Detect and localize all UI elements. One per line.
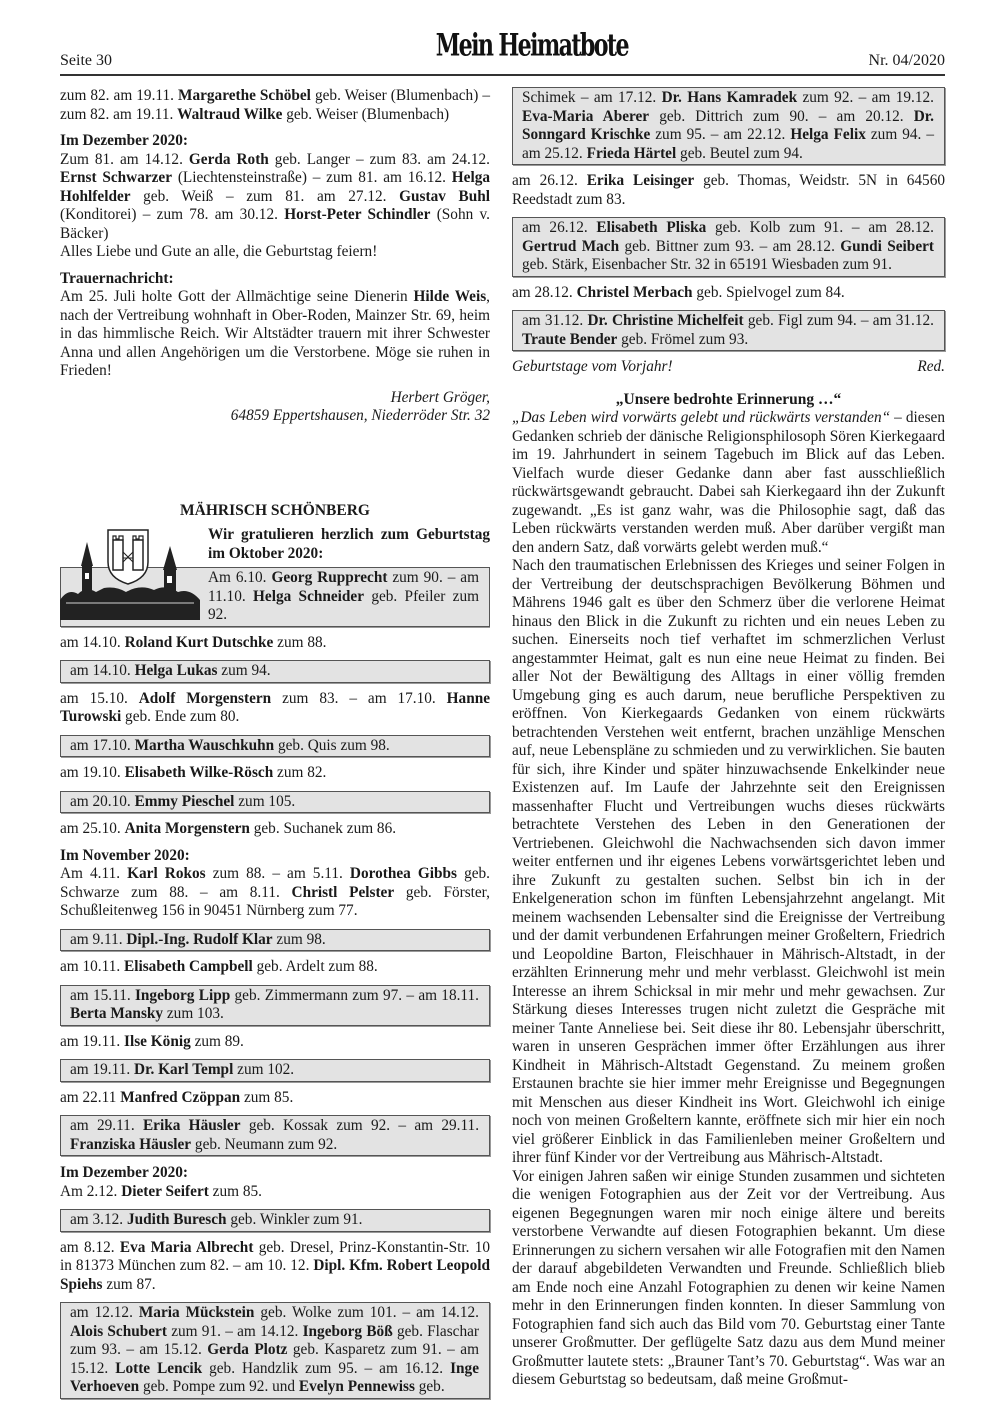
text-run: am 3.12.: [70, 1211, 127, 1228]
person-name: Ilse König: [124, 1032, 191, 1050]
person-name: Christl Pelster: [291, 883, 395, 901]
text-run: zum 105.: [234, 792, 296, 810]
text-run: zum 82. am 19.11.: [60, 87, 179, 104]
person-name: Eva-Maria Aberer: [522, 107, 650, 125]
text-run: am 19.10.: [60, 764, 125, 781]
page-number: Seite 30: [60, 52, 112, 69]
highlighted-entry-box: [60, 735, 490, 758]
text-run: geb. Weiser (Blumenbach): [282, 105, 450, 123]
town-coat-of-arms-illustration: [60, 528, 200, 620]
text-run: zum 94.: [217, 662, 271, 679]
person-name: Gundi Seibert: [840, 237, 934, 255]
text-run: Trauernachricht:: [60, 269, 174, 287]
text-run: geb. Thomas, Weidstr. 5N in 64560 Reedstadt zum 83.: [512, 172, 945, 208]
month-heading: [60, 1164, 490, 1183]
person-name: Judith Buresch: [126, 1211, 227, 1228]
text-run: zum 98.: [272, 930, 326, 948]
text-run: geb.: [414, 1378, 445, 1395]
person-name: Helga Schneider: [253, 587, 364, 605]
text-run: am 25.10.: [60, 820, 125, 837]
text-run: am 19.11.: [70, 1061, 135, 1078]
person-name: Roland Kurt Dutschke: [124, 633, 274, 651]
text-run: am 9.11.: [70, 930, 127, 948]
entry-text: [60, 288, 490, 381]
highlighted-entry-box: [60, 1302, 490, 1399]
text-run: geb. Wolke zum 101. – am 14.12.: [254, 1304, 480, 1321]
text-run: , nach der Vertreibung wohnhaft in Ober-Roden, Mainzer Str. 69, heim in das himmlische Reich. Wir Altstädter trauern mit ihrer Schwester Anna und allen Angehörigen um die Verstorbene. Möge sie ruhen in Frieden!: [60, 288, 490, 379]
text-run: zum 95. – am 22.12.: [650, 126, 791, 143]
article-paragraph: [512, 557, 945, 1168]
person-name: Helga Felix: [790, 126, 866, 143]
text-run: geb. Schwarze zum 88. – am 8.11.: [60, 865, 491, 901]
entry-text: [60, 87, 490, 124]
text-run: am 10.11.: [60, 958, 125, 975]
text-run: Herbert Gröger,: [390, 388, 490, 406]
text-run: Zum 81. am 14.12.: [60, 150, 189, 168]
person-name: Franziska Häusler: [70, 1135, 192, 1153]
text-run: am 26.12.: [512, 172, 587, 189]
person-name: Gerda Plotz: [207, 1341, 288, 1358]
person-name: Karl Rokos: [127, 865, 206, 882]
author-signature: [60, 407, 490, 426]
right-column: [512, 87, 945, 1390]
person-name: Inge Verhoeven: [70, 1359, 479, 1395]
month-heading: [60, 847, 490, 866]
person-name: Hanne Turowski: [60, 689, 491, 725]
person-name: Alois Schubert: [70, 1322, 167, 1340]
text-run: geb. Winkler zum 91.: [226, 1211, 363, 1228]
text-run: am 20.10.: [70, 792, 135, 810]
text-run: Am 4.11.: [60, 865, 128, 882]
article-title: „Unsere bedrohte Erinnerung …“: [615, 390, 842, 408]
person-name: Dr. Karl Templ: [134, 1061, 234, 1078]
text-run: geb. Bittner zum 93. – am 28.12.: [619, 237, 841, 255]
birthday-list-continued: [512, 87, 945, 351]
text-run: zum 92. – am 19.12.: [797, 89, 934, 106]
text-run: Am 25. Juli holte Gott der Allmächtige seine Dienerin: [60, 288, 414, 305]
article-paragraph: [512, 409, 945, 557]
congratulations-heading: Wir gratulieren herzlich zum Geburtstag im Oktober 2020:: [208, 526, 490, 562]
person-name: Dipl.-Ing. Rudolf Klar: [126, 930, 273, 948]
person-name: Erika Leisinger: [586, 172, 695, 189]
text-run: geb. Handzlik zum 95. – am 16.12.: [202, 1359, 451, 1377]
footnote: Geburtstage vom Vorjahr!: [512, 358, 673, 375]
text-run: zum 89.: [190, 1032, 244, 1050]
text-run: Nach den traumatischen Erlebnissen des Krieges und seiner Folgen in der Vertreibung der deutschsprachigen Bevölkerung Böhmen und Mährens 1946 galt es über den Schmerz über die verlorene Heimat hinaus den Blick in die Zukunft zu richten und ein neues Leben zu suchen. Einerseits noch tief verhaftet im schmerzlichen Verlust angestammter Heimat, galt es nun eine neue Heimat zu finden. Bei aller Not der Bewältigung des Alltags in einer völlig fremden Umgebung ging es auch darum, neue berufliche Perspektiven zu eröffnen. Von Kierkegaards Gedanken von einem rückwärts betrachtenden Verstehen weit entfernt, brachen unzählige Menschen auf, neue Lebenspläne zu schmieden und zu verwirklichen. Sie bauten für sich, ihre Kinder und später hinzuwachsende Enkelkinder neue Existenzen auf. Im Laufe der Jahrzehnte seit den Ereignissen massenhafter Flucht und Vertreibungen wuchs dieses rückwärts betrachtete Verstehen des Leben in den Generationen der Vertriebenen. Gleichwohl die Nachwachsenden sich davon immer weiter entfernen und ihr eigenes Lebens vorwärtsgerichtet leben und ihre Zukunft zu gestalten suchen. Selbst bin ich in der Enkelgeneration schon im fünften Lebensjahrzehnt angelangt. Mit meinem wachsenden Lebensalter sind die Ereignisse der Vertreibung und der damit verbundenen Erfahrungen meiner Großeltern, Friedrich und Leopoldine Barton, Fleischhauer in Mährisch-Altstadt, in der erzählten Erinnerung mehr und mehr verblasst. Gleichwohl ist mein Interesse an ihrem Schicksal in mir mehr und mehr gewachsen. Zur Stärkung dieses Interesses trugen nicht zuletzt die Gespräche mit meiner Tante Anneliese bei. Seit diese ihr 80. Lebensjahr überschritt, waren in unseren Gesprächen immer öfter Erzählungen aus ihrer Kindheit in Mährisch-Altstadt Gegenstand. Zu meinem großen Erstaunen brachte sie hier immer mehr Ereignisse und Begegnungen mit Menschen aus dieser Kindheit ins Wort. Gleichwohl ich einige noch von meinen Großeltern kannte, eröffnete sich mir hier ein noch viel größerer Einblick in das Familienleben meiner Großeltern und ihrer fünf Kinder vor der Vertreibung aus Mährisch-Altstadt.: [512, 557, 945, 1166]
person-name: Dr. Hans Kamradek: [661, 89, 798, 106]
highlighted-entry-box: [60, 1059, 490, 1082]
entry-text: [60, 958, 490, 977]
text-run: geb. Förster, Schußleitenweg 156 in 90451 Nürnberg zum 77.: [60, 883, 490, 919]
text-run: geb. Suchanek zum 86.: [249, 820, 397, 837]
text-run: geb. Kolb zum 91. – am 28.12.: [706, 219, 934, 236]
article-body: [512, 409, 945, 1390]
person-name: Dr. Christine Michelfeit: [587, 312, 744, 329]
entry-text: [60, 764, 490, 783]
entry-text: [60, 634, 490, 653]
text-run: geb. Ende zum 80.: [121, 708, 240, 725]
person-name: Dieter Seifert: [121, 1182, 209, 1200]
person-name: Margarethe Schöbel: [178, 87, 311, 104]
text-run: geb. Flaschar zum 93. – am 15.12.: [70, 1322, 479, 1358]
person-name: Helga Hohlfelder: [60, 169, 491, 205]
text-run: geb. Weiser (Blumenbach) – zum 82. am 19.11.: [60, 87, 490, 123]
person-name: Christel Merbach: [576, 283, 693, 301]
text-run: geb. Pompe zum 92. und: [139, 1378, 299, 1395]
person-name: Lotte Lencik: [115, 1359, 203, 1377]
entry-text: [60, 690, 490, 727]
text-run: Am 2.12.: [60, 1182, 122, 1200]
highlighted-entry-box: [60, 660, 490, 683]
entry-text: [60, 151, 490, 244]
text-run: am 29.11.: [70, 1117, 143, 1134]
text-run: (Sohn v. Bäcker): [60, 206, 490, 242]
text-run: Alles Liebe und Gute an alle, die Geburtstag feiern!: [60, 243, 378, 260]
birthday-list: [60, 634, 490, 1399]
text-run: zum 94. – am 25.12.: [522, 126, 934, 162]
text-run: am 12.12.: [70, 1304, 139, 1321]
text-run: zum 91. – am 14.12.: [166, 1322, 303, 1340]
highlighted-entry-box: [60, 985, 490, 1026]
text-run: geb. Pfeiler zum 92.: [208, 587, 479, 623]
entry-text: [60, 820, 490, 839]
author-signature: [60, 389, 490, 408]
text-run: am 31.12.: [522, 312, 588, 329]
highlighted-entry-box: [60, 1209, 490, 1232]
person-name: Martha Wauschkuhn: [134, 736, 275, 754]
highlighted-entry-box: [60, 1115, 490, 1156]
text-run: zum 103.: [163, 1005, 224, 1022]
text-run: Am 6.10.: [208, 569, 272, 586]
text-run: geb. Kasparetz zum 91. – am 15.12.: [70, 1341, 479, 1377]
person-name: Adolf Morgenstern: [138, 689, 272, 707]
text-run: Vor einigen Jahren saßen wir einige Stunden zusammen und sichteten die wenigen Fotographien aus der Zeit vor der Vertreibung. Aus eigenen Begegnungen waren mir noch einige ältere und bereits verstorbene Verwandte auf diesen Fotographien bekannt. Um diese Erinnerungen zu sichern versahen wir alle Fotografien mit den Namen der darauf abgebildeten Verwandten und Freunde. Schließlich blieb am Ende noch eine Anzahl Fotographien zu denen wir keine Namen mehr in den Erinnerungen finden konnten. In dieser Sammlung von Fotographien fand sich auch das Bild vom 70. Geburtstag einer Tante unserer Großmutter. Der geflügelte Satz dazu aus dem Mund meiner Großmutter lautete stets: „Brauner Tant’s 70. Geburtstag“. Was war an diesem Geburtstag so bedeutsam, daß meine Großmut-: [512, 1167, 945, 1388]
text-run: am 15.11.: [70, 986, 135, 1004]
article: [512, 391, 945, 1390]
footnote-line: [512, 358, 945, 377]
text-run: – diesen Gedanken schrieb der dänische Religionsphilosoph Sören Kierkegaard im 19. Jahrhundert in seinem Tagebuch im Blick auf das Leben. Vielfach wurde dieser Gedanke dann aber fast ausschließlich rückwärtsgewandt gebraucht. Dabei sah Kierkegaard ihn der Zukunft zugewandt. „Es ist ganz wahr, was die Philosophie sagt, daß das Leben rückwärts verstanden werden muß. Aber darüber vergißt man den andern Satz, daß vorwärts gelebt werden muß.“: [512, 409, 945, 556]
entry-text: [60, 1089, 490, 1108]
text-run: zum 88. – am 5.11.: [205, 865, 350, 882]
person-name: Dr. Sonngard Krischke: [522, 107, 934, 143]
article-paragraph: [512, 1168, 945, 1390]
text-run: am 26.12.: [522, 219, 597, 236]
text-run: zum 88.: [273, 633, 327, 651]
issue-number: Nr. 04/2020: [868, 52, 945, 69]
text-run: geb. Stärk, Eisenbacher Str. 32 in 65191 Wiesbaden zum 91.: [522, 256, 892, 273]
text-run: geb. Langer – zum 83. am 24.12.: [268, 150, 490, 168]
text-run: geb. Spielvogel zum 84.: [692, 283, 845, 301]
birthday-list-top: [60, 87, 490, 426]
editor-signature: Red.: [917, 358, 945, 375]
text-run: (Konditorei) – zum 78. am 30.12.: [60, 206, 285, 223]
person-name: Gerda Roth: [188, 150, 269, 168]
text-run: zum 90. – am 11.10.: [208, 569, 479, 605]
text-run: geb. Weiß – zum 81. am 27.12.: [130, 187, 400, 205]
person-name: Ingeborg Böß: [302, 1322, 393, 1340]
text-run: Im Dezember 2020:: [60, 132, 188, 149]
person-name: Erika Häusler: [142, 1117, 241, 1134]
person-name: Maria Mückstein: [138, 1304, 255, 1321]
highlighted-entry-box: [60, 929, 490, 952]
highlighted-entry-box: [512, 217, 945, 277]
entry-text: [60, 1183, 490, 1202]
person-name: Helga Lukas: [134, 662, 218, 679]
text-run: am 8.12.: [60, 1238, 120, 1256]
person-name: Elisabeth Campbell: [124, 958, 253, 975]
entry-text: [512, 284, 945, 303]
person-name: Elisabeth Pliska: [596, 219, 707, 236]
section-intro: [60, 526, 490, 634]
person-name: Ernst Schwarzer: [60, 169, 173, 186]
person-name: Georg Rupprecht: [271, 569, 388, 586]
text-run: geb. Ardelt zum 88.: [252, 958, 378, 975]
text-run: geb. Beutel zum 94.: [676, 144, 803, 162]
person-name: Emmy Pieschel: [134, 792, 235, 810]
text-run: Im November 2020:: [60, 846, 190, 864]
entry-text: [60, 1033, 490, 1052]
text-run: 64859 Eppertshausen, Niederröder Str. 32: [230, 407, 490, 424]
person-name: Evelyn Pennewiss: [298, 1378, 415, 1395]
entry-text: [60, 865, 490, 921]
text-run: zum 82.: [273, 764, 327, 781]
person-name: Gertrud Mach: [522, 237, 620, 255]
text-run: Im Dezember 2020:: [60, 1164, 188, 1181]
person-name: Frieda Härtel: [586, 144, 677, 162]
text-run: zum 83. – am 17.10.: [271, 689, 447, 707]
page-header: [60, 27, 945, 76]
text-run: geb. Dresel, Prinz-Konstantin-Str. 10 in 81373 München zum 82. – am 10. 12.: [60, 1238, 491, 1274]
section-title: MÄHRISCH SCHÖNBERG: [180, 501, 370, 519]
text-run: geb. Frömel zum 93.: [617, 330, 749, 348]
entry-text: [512, 172, 945, 209]
person-name: Gustav Buhl: [399, 187, 490, 205]
person-name: Elisabeth Wilke-Rösch: [124, 764, 274, 781]
person-name: Dorothea Gibbs: [349, 865, 458, 882]
left-column: [60, 87, 490, 1406]
text-run: am 28.12.: [512, 283, 577, 301]
person-name: Horst-Peter Schindler: [284, 206, 431, 223]
person-name: Berta Mansky: [70, 1005, 164, 1022]
text-run: am 19.11.: [60, 1032, 125, 1050]
person-name: Waltraud Wilke: [177, 105, 283, 123]
text-run: zum 85.: [240, 1088, 294, 1106]
entry-text: [60, 1239, 490, 1295]
person-name: Eva Maria Albrecht: [119, 1238, 254, 1256]
text-run: am 14.10.: [70, 662, 135, 679]
text-run: am 17.10.: [70, 736, 135, 754]
text-run: zum 102.: [233, 1061, 295, 1078]
text-run: „Das Leben wird vorwärts gelebt und rückwärts verstanden“: [512, 409, 891, 426]
person-name: Hilde Weis: [413, 288, 487, 305]
text-run: am 15.10.: [60, 689, 139, 707]
text-run: zum 87.: [102, 1275, 156, 1293]
text-run: am 22.11: [60, 1088, 121, 1106]
highlighted-entry-box: [512, 310, 945, 351]
text-run: (Liechtensteinstraße) – zum 81. am 16.12.: [172, 169, 452, 186]
person-name: Anita Morgenstern: [124, 820, 250, 837]
text-run: geb. Kossak zum 92. – am 29.11.: [240, 1117, 480, 1134]
text-run: geb. Neumann zum 92.: [191, 1135, 338, 1153]
text-run: geb. Quis zum 98.: [274, 736, 390, 754]
highlighted-entry-box: [512, 87, 945, 165]
text-run: geb. Dittrich zum 90. – am 20.12.: [649, 107, 914, 125]
entry-text: [60, 243, 490, 262]
month-heading: [60, 132, 490, 151]
text-run: Schimek – am 17.12.: [522, 89, 662, 106]
text-run: zum 85.: [208, 1182, 262, 1200]
person-name: Ingeborg Lipp: [134, 986, 231, 1004]
text-run: geb. Figl zum 94. – am 31.12.: [743, 312, 934, 329]
person-name: Traute Bender: [522, 330, 618, 348]
text-run: am 14.10.: [60, 633, 125, 651]
person-name: Manfred Czöppan: [120, 1088, 241, 1106]
month-heading: [60, 270, 490, 289]
person-name: Dipl. Kfm. Robert Leopold Spiehs: [60, 1257, 491, 1293]
newspaper-logo: Mein Heimatbote: [435, 27, 628, 64]
highlighted-entry-box: [60, 791, 490, 814]
text-run: geb. Zimmermann zum 97. – am 18.11.: [230, 986, 479, 1004]
